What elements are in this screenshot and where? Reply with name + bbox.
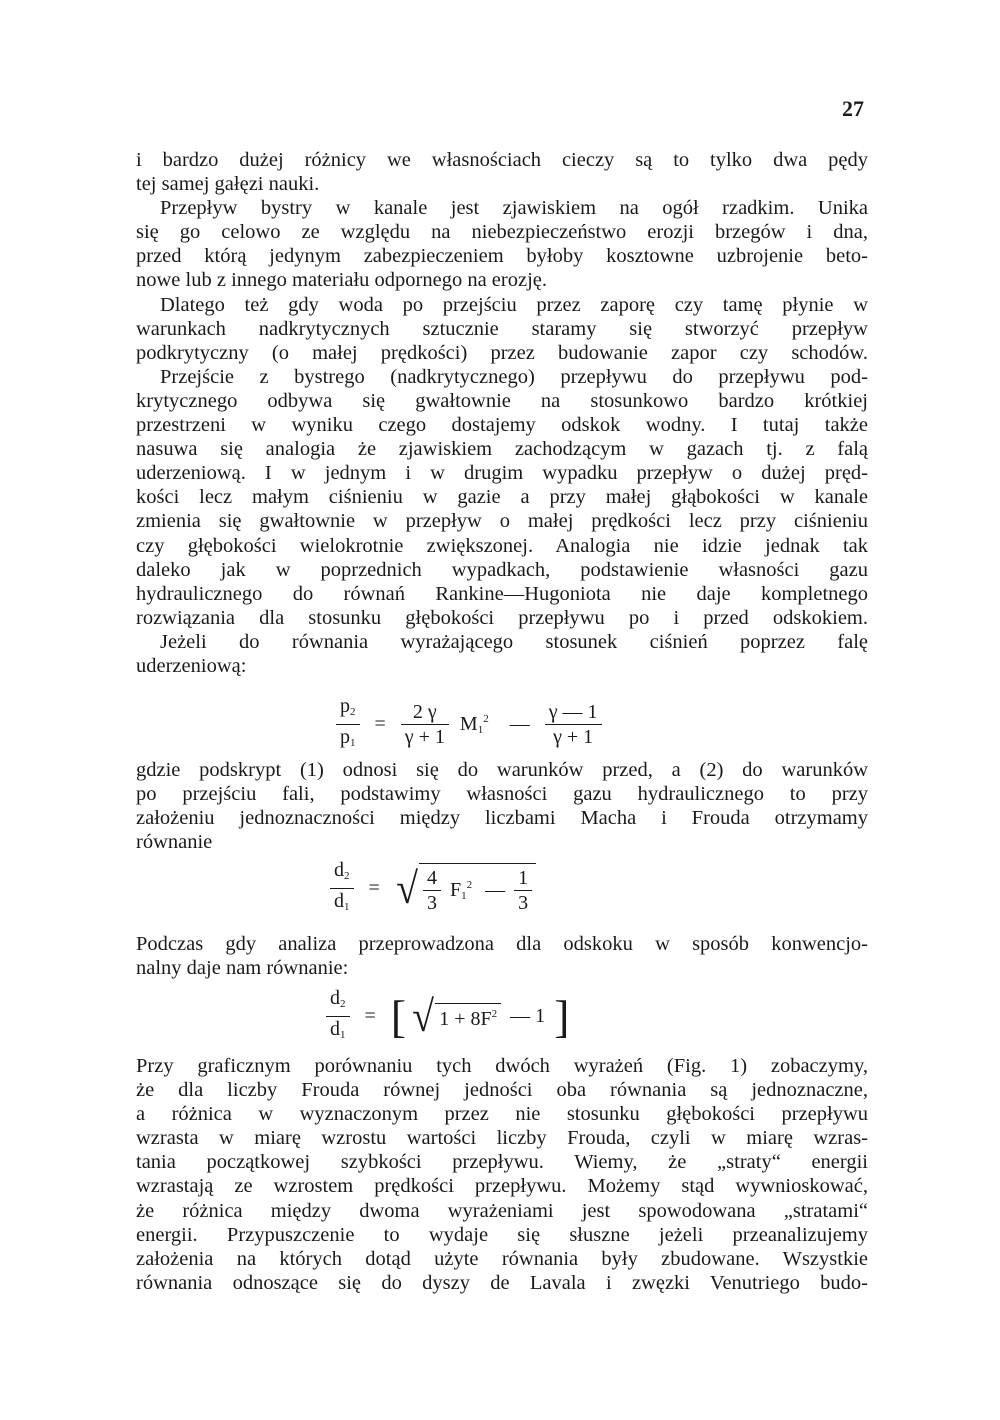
text-line: wzrasta w miarę wzrostu wartości liczby Frouda, czyli w miarę wzras- xyxy=(136,1127,868,1150)
text-line: równania odnoszące się do dyszy de Lavala i zwęzki Venutriego budo- xyxy=(136,1271,868,1294)
left-bracket: [ xyxy=(390,991,407,1042)
text-line: hydraulicznego do równań Rankine—Hugoniota nie daje kompletnego xyxy=(136,582,868,605)
text-line: rozwiązania dla stosunku głębokości przepływu po i przed odskokiem. xyxy=(136,606,868,629)
square-root: √ $1 + 8F^2$ xyxy=(411,991,501,1042)
fraction-four-thirds: $\frac{4}{3}$ xyxy=(423,866,441,915)
equals-sign: = xyxy=(374,713,386,735)
equation-pressure-ratio xyxy=(336,694,602,755)
text-line: się go celowo ze względu na niebezpieczeństwo erozji brzegów i dna, xyxy=(136,221,868,244)
radical-sign: √ xyxy=(412,992,435,1041)
text-line: a różnica w wyznaczonym przez nie stosunku głębokości przepływu xyxy=(136,1103,868,1126)
paragraph-block-3 xyxy=(136,932,868,980)
equals-sign: = xyxy=(368,877,380,899)
text-line: przestrzeni w wyniku czego dostajemy odskok wodny. I tutaj także xyxy=(136,414,868,437)
text-line: krytycznego odbywa się gwałtownie na stosunkowo bardzo krótkiej xyxy=(136,389,868,412)
paragraph-block-4 xyxy=(136,1054,868,1295)
text-line: tania początkowej szybkości przepływu. Wiemy, że „straty“ energii xyxy=(136,1151,868,1174)
equals-sign: = xyxy=(364,1005,376,1027)
text-line: kości lecz małym ciśnieniu w gazie a przy małej głąbokości w kanale xyxy=(136,486,868,509)
equation-depth-ratio-conventional: $\frac{d_2}{d_1}$ = [ √ $1 + 8F^2$ — 1 ] xyxy=(326,986,570,1047)
equation-depth-ratio-analogy xyxy=(330,858,536,919)
page-number: 27 xyxy=(842,96,864,121)
text-line: nowe lub z innego materiału odpornego na erozję. xyxy=(136,269,547,292)
text-line: Dlatego też gdy woda po przejściu przez zaporę czy tamę płynie w xyxy=(160,293,868,316)
text-line: uderzeniową. I w jednym i w drugim wypadku przepływ o dużej pręd- xyxy=(136,462,868,485)
text-line: Podczas gdy analiza przeprowadzona dla odskoku w sposób konwencjo- xyxy=(136,933,868,955)
minus-sign: — xyxy=(509,713,530,735)
fraction-d2-d1: $\frac{d_2}{d_1}$ xyxy=(330,858,354,919)
fraction-2gamma: $\frac{2 \gamma}{\gamma + 1}$ xyxy=(401,700,449,749)
text-line: założenia na których dotąd użyte równania były zbudowane. Wszystkie xyxy=(136,1247,868,1270)
text-line: nalny daje nam równanie: xyxy=(136,957,349,980)
text-line: Przejście z bystrego (nadkrytycznego) przepływu do przepływu pod- xyxy=(160,365,868,388)
square-root xyxy=(395,863,536,915)
minus-sign: — xyxy=(485,878,506,901)
right-bracket: ] xyxy=(554,991,570,1042)
text-line: zmienia się gwałtownie w przepływ o małej prędkości lecz przy ciśnieniu xyxy=(136,510,868,533)
text-line: wzrastają ze wzrostem prędkości przepływu. Możemy stąd wywnioskować, xyxy=(136,1175,868,1198)
text-line: uderzeniową: xyxy=(136,654,247,677)
froude-number: $F_1^2$ xyxy=(449,878,473,902)
text-line: energii. Przypuszczenie to wydaje się słuszne jeżeli przeanalizujemy xyxy=(136,1223,868,1246)
text-line: Przy graficznym porównaniu tych dwóch wyrażeń (Fig. 1) zobaczymy, xyxy=(136,1055,868,1077)
fraction-d2-d1: $\frac{d_2}{d_1}$ xyxy=(326,986,350,1047)
text-line: tej samej gałęzi nauki. xyxy=(136,173,320,196)
fraction-gamma-minus-one: $\frac{\gamma — 1}{\gamma + 1}$ xyxy=(545,700,602,749)
text-line: podkrytyczny (o małej prędkości) przez budowanie zapor czy schodów. xyxy=(136,341,868,364)
text-line: równanie xyxy=(136,831,213,854)
text-line: daleko jak w poprzednich wypadkach, podstawienie własności gazu xyxy=(136,558,868,581)
radical-sign: √ xyxy=(395,864,418,913)
text-line: założeniu jednoznaczności między liczbami Macha i Frouda otrzymamy xyxy=(136,807,868,830)
text-line: gdzie podskrypt (1) odnosi się do warunków przed, a (2) do warunków xyxy=(136,759,868,781)
text-line: Przepływ bystry w kanale jest zjawiskiem na ogół rzadkim. Unika xyxy=(160,197,868,220)
fraction-p2-p1: $\frac{p_2}{p_1}$ xyxy=(336,694,360,755)
text-line: nasuwa się analogia że zjawiskiem zachodzącym w gazach tj. z falą xyxy=(136,438,868,461)
text-line: że dla liczby Frouda równej jedności oba równania są jednoznaczne, xyxy=(136,1079,868,1102)
text-line: przed którą jedynym zabezpieczeniem byłoby kosztowne uzbrojenie beto- xyxy=(136,245,868,268)
text-line: warunkach nadkrytycznych sztucznie staramy się stworzyć przepływ xyxy=(136,317,868,340)
mach-number: $M_1^2$ xyxy=(459,713,489,736)
paragraph-block-2 xyxy=(136,758,868,854)
text-line: że różnica między dwoma wyrażeniami jest spowodowana „stratami“ xyxy=(136,1199,868,1222)
paragraph-block-1 xyxy=(136,148,868,678)
text-line: i bardzo dużej różnicy we własnościach cieczy są to tylko dwa pędy xyxy=(136,149,868,171)
fraction-one-third: $\frac{1}{3}$ xyxy=(514,866,532,915)
text-line: Jeżeli do równania wyrażającego stosunek ciśnień poprzez falę xyxy=(160,630,868,653)
text-line: po przejściu fali, podstawimy własności gazu hydraulicznego to przy xyxy=(136,783,868,806)
text-line: czy głębokości wielokrotnie zwiększonej. Analogia nie idzie jednak tak xyxy=(136,534,868,557)
